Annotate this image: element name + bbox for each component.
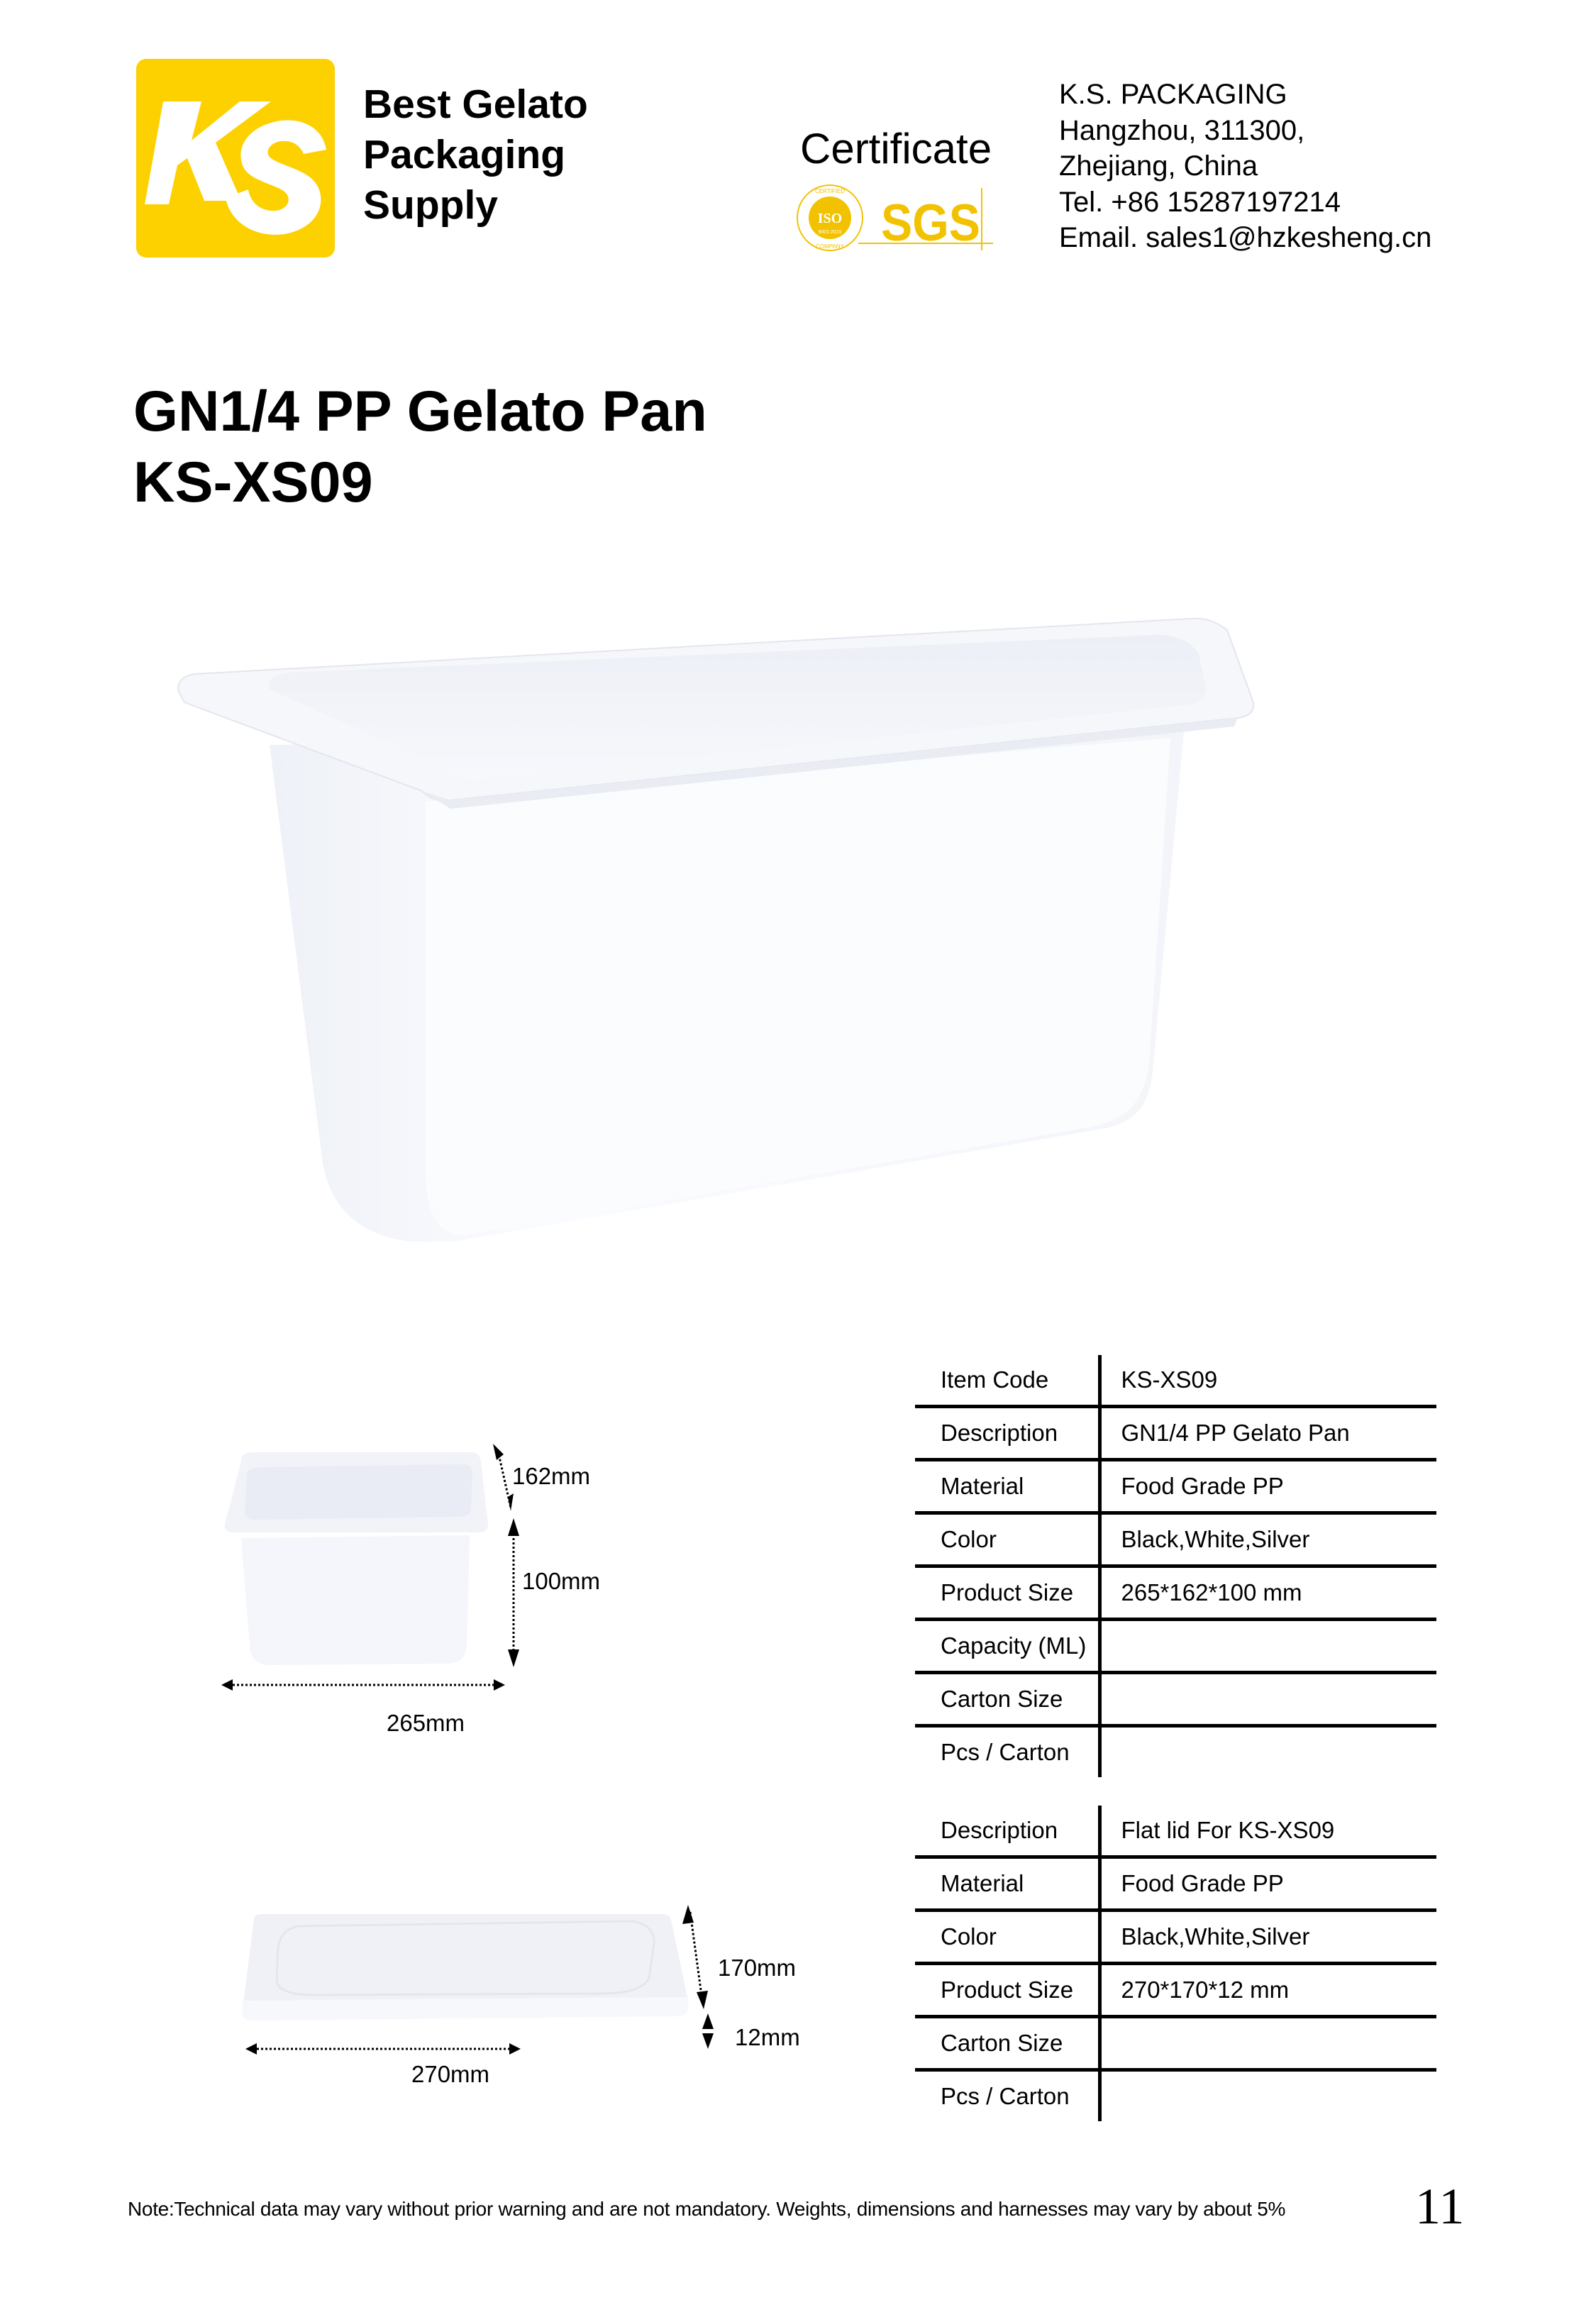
spec-value <box>1099 1726 1436 1778</box>
spec-label: Pcs / Carton <box>915 2070 1099 2122</box>
spec-label: Color <box>915 1513 1099 1566</box>
spec-value <box>1099 2017 1436 2070</box>
table-row <box>915 1355 1436 1407</box>
spec-value: Black,White,Silver <box>1099 1911 1436 1964</box>
svg-text:SGS: SGS <box>881 194 980 252</box>
spec-value: Flat lid For KS-XS09 <box>1121 1817 1335 1843</box>
company-region: Zhejiang, China <box>1059 150 1258 182</box>
product-image-gelato-pan <box>170 610 1376 1242</box>
table-row <box>915 2070 1436 2122</box>
spec-value: 265*162*100 mm <box>1099 1566 1436 1620</box>
company-phone: Tel. +86 15287197214 <box>1059 186 1341 218</box>
spec-value <box>1099 1673 1436 1726</box>
spec-value: KS-XS09 <box>1121 1366 1218 1393</box>
ks-logo <box>136 59 335 258</box>
spec-value: Food Grade PP <box>1099 1460 1436 1513</box>
spec-label: Description <box>915 1407 1099 1460</box>
svg-text:ISO: ISO <box>817 211 843 226</box>
page-number: 11 <box>1415 2178 1465 2235</box>
spec-value <box>1099 2070 1436 2122</box>
pan-spec-table <box>915 1355 1436 1777</box>
spec-value <box>1099 1620 1436 1673</box>
brand-name <box>363 79 588 231</box>
lid-dimension-diagram <box>234 1887 844 2107</box>
spec-label: Color <box>915 1911 1099 1964</box>
page-title <box>133 376 707 518</box>
company-contact <box>1059 77 1431 256</box>
ks-logo-icon <box>136 59 335 258</box>
svg-text:CERTIFIED: CERTIFIED <box>814 188 846 194</box>
svg-text:9001:2015: 9001:2015 <box>818 230 842 235</box>
spec-label: Carton Size <box>915 2017 1099 2070</box>
lid-spec-table <box>915 1806 1436 2121</box>
lid-height-label: 12mm <box>735 2024 800 2050</box>
table-row <box>915 1673 1436 1726</box>
pan-height-label: 100mm <box>522 1568 601 1594</box>
pan-dimension-diagram <box>213 1433 823 1752</box>
brand-line: Supply <box>363 182 499 228</box>
spec-label: Pcs / Carton <box>915 1726 1099 1778</box>
certificate-label: Certificate <box>800 125 992 172</box>
table-row <box>915 1460 1436 1513</box>
lid-width-label: 270mm <box>411 2061 490 2087</box>
spec-label: Product Size <box>915 1964 1099 2017</box>
sgs-logo-icon <box>858 181 1000 252</box>
brand-line: Best Gelato <box>363 82 588 127</box>
spec-value: Food Grade PP <box>1099 1857 1436 1911</box>
brand-line: Packaging <box>363 132 566 177</box>
iso-badge-icon <box>794 182 865 253</box>
spec-label: Material <box>915 1857 1099 1911</box>
table-row <box>915 1407 1436 1460</box>
product-title: GN1/4 PP Gelato Pan <box>133 380 707 443</box>
table-row <box>915 1726 1436 1778</box>
company-email: Email. sales1@hzkesheng.cn <box>1059 222 1432 253</box>
company-city: Hangzhou, 311300, <box>1059 114 1305 146</box>
table-row <box>915 1566 1436 1620</box>
spec-value: GN1/4 PP Gelato Pan <box>1099 1407 1436 1460</box>
company-name: K.S. PACKAGING <box>1059 79 1287 110</box>
spec-value: Black,White,Silver <box>1099 1513 1436 1566</box>
spec-label: Carton Size <box>915 1673 1099 1726</box>
table-row <box>915 1964 1436 2017</box>
spec-label: Description <box>915 1806 1099 1857</box>
table-row <box>915 1857 1436 1911</box>
spec-label: Capacity (ML) <box>915 1620 1099 1673</box>
table-row <box>915 1513 1436 1566</box>
lid-thumbnail <box>234 1887 844 2107</box>
spec-label: Item Code <box>915 1355 1099 1407</box>
spec-label: Material <box>915 1460 1099 1513</box>
spec-value: 270*170*12 mm <box>1099 1964 1436 2017</box>
spec-label: Product Size <box>915 1566 1099 1620</box>
svg-text:COMPANY: COMPANY <box>816 243 844 250</box>
product-code: KS-XS09 <box>133 451 373 514</box>
pan-depth-label: 162mm <box>512 1463 591 1489</box>
footer-note: Note:Technical data may vary without prior warning and are not mandatory. Weights, dimensions and harnesses may vary by about 5% <box>128 2198 1286 2220</box>
table-row <box>915 1911 1436 1964</box>
table-row <box>915 1620 1436 1673</box>
table-row <box>915 1806 1436 1857</box>
lid-depth-label: 170mm <box>718 1955 797 1981</box>
pan-width-label: 265mm <box>387 1710 465 1736</box>
table-row <box>915 2017 1436 2070</box>
